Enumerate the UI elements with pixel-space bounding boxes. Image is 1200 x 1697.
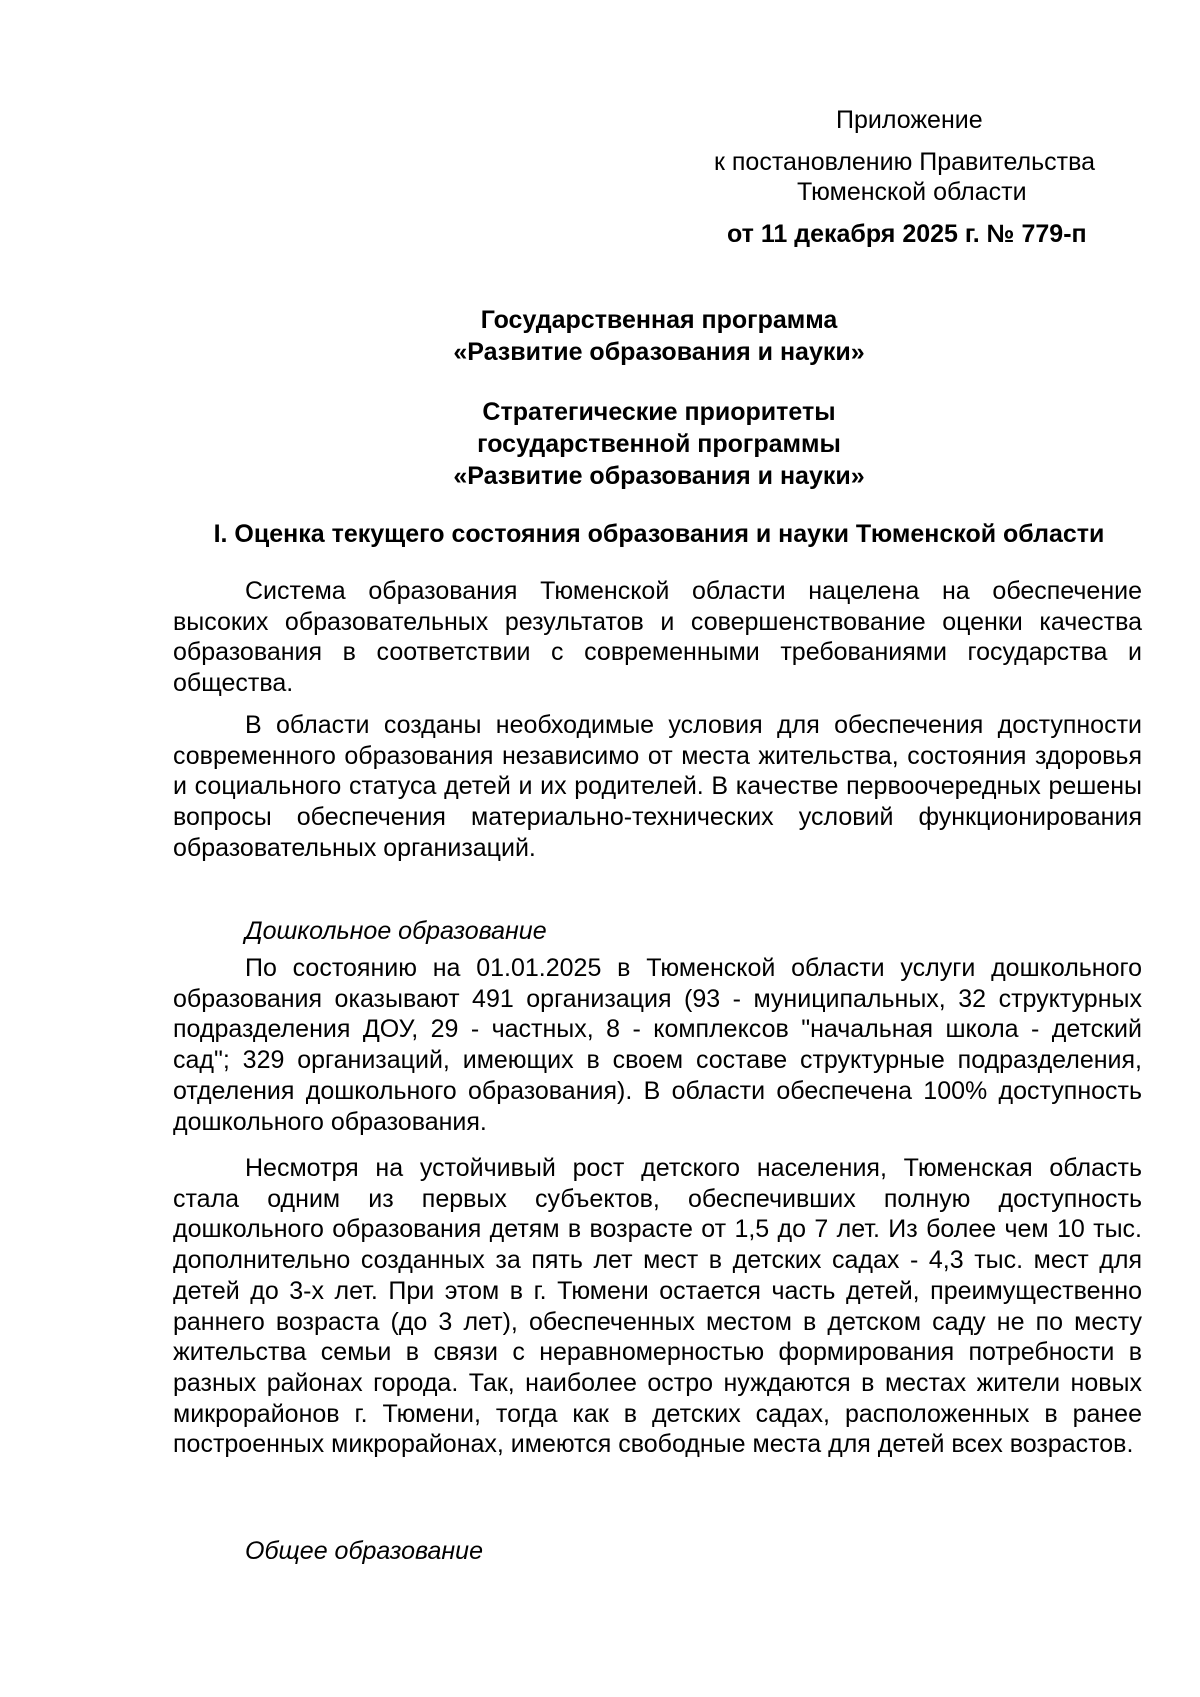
appendix-label: Приложение <box>836 106 983 134</box>
paragraph-system: Система образования Тюменской области нацелена на обеспечение высоких образовательных результатов и совершенствование оценки качества образования в соответствии с современными требованиями государства и общества. <box>173 577 1142 698</box>
resolution-date-number: от 11 декабря 2025 г. № 779-п <box>727 220 1087 248</box>
program-title <box>176 304 1142 368</box>
priorities-title <box>176 396 1142 492</box>
priorities-title-line-2: государственной программы <box>477 430 841 458</box>
preschool-paragraph-growth: Несмотря на устойчивый рост детского населения, Тюменская область стала одним из первых субъектов, обеспечивших полную доступность дошкольного образования детям в возрасте от 1,5 до 7 лет. Из более чем 10 тыс. дополнительно созданных за пять лет мест в детских садах - 4,3 тыс. мест для детей до 3-х лет. При этом в г. Тюмени остается часть детей, преимущественно раннего возраста (до 3 лет), обеспеченных местом в детском саду не по месту жительства семьи в связи с неравномерностью формирования потребности в разных районах города. Так, наиболее остро нуждаются в местах жители новых микрорайонов г. Тюмени, тогда как в детских садах, расположенных в ранее построенных микрорайонах, имеются свободные места для детей всех возрастов. <box>173 1154 1142 1459</box>
preschool-paragraph-status: По состоянию на 01.01.2025 в Тюменской области услуги дошкольного образования оказывают 491 организация (93 - муниципальных, 32 структурных подразделения ДОУ, 29 - частных, 8 - комплексов "начальная школа - детский сад"; 329 организаций, имеющих в своем составе структурные подразделения, отделения дошкольного образования). В области обеспечена 100% доступность дошкольного образования. <box>173 954 1142 1136</box>
preschool-heading: Дошкольное образование <box>245 917 547 945</box>
resolution-line-1: к постановлению Правительства <box>714 148 1096 176</box>
resolution-line-2: Тюменской области <box>797 178 1027 206</box>
section-heading: I. Оценка текущего состояния образования и науки Тюменской области <box>213 520 1105 548</box>
paragraph-conditions: В области созданы необходимые условия для обеспечения доступности современного образования независимо от места жительства, состояния здоровья и социального статуса детей и их родителей. В качестве первоочередных решены вопросы обеспечения материально-технических условий функционирования образовательных организаций. <box>173 711 1142 862</box>
general-heading: Общее образование <box>245 1537 483 1565</box>
program-title-line-2: «Развитие образования и науки» <box>453 338 865 366</box>
program-title-line-1: Государственная программа <box>480 306 838 334</box>
priorities-title-line-3: «Развитие образования и науки» <box>453 462 865 490</box>
priorities-title-line-1: Стратегические приоритеты <box>482 398 836 426</box>
